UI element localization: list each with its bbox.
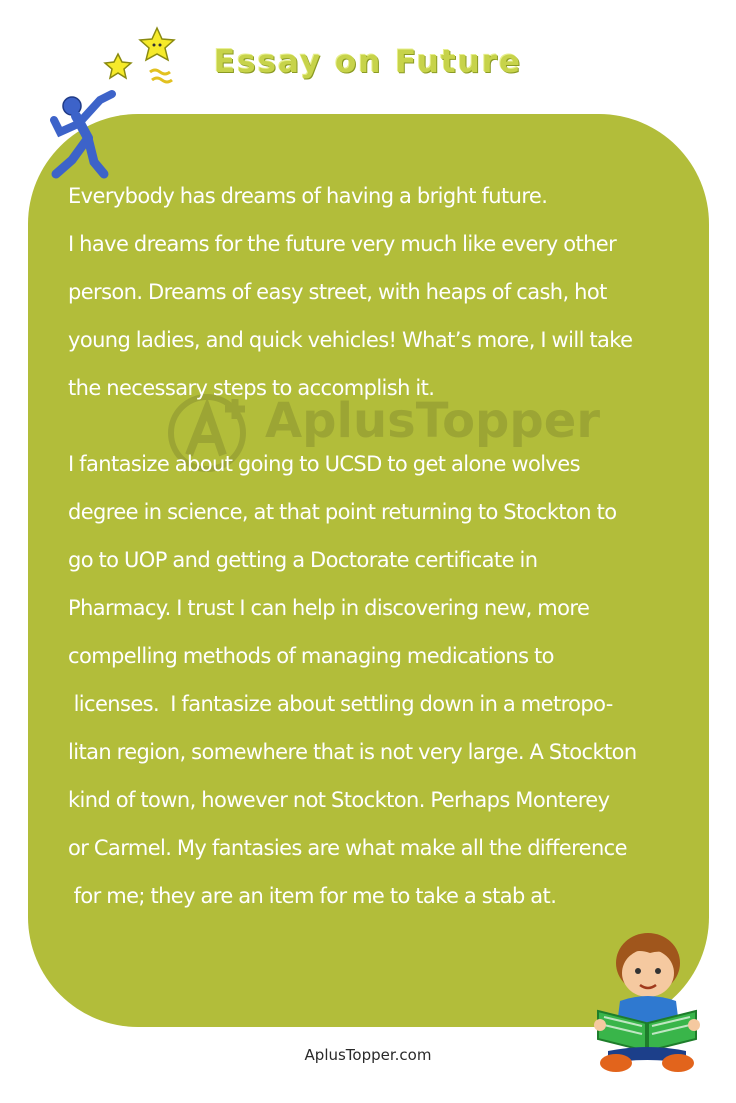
paragraph-gap [68,412,708,440]
essay-line: I fantasize about going to UCSD to get alone wolves [68,452,580,476]
essay-line: the necessary steps to accomplish it. [68,376,435,400]
essay-line: litan region, somewhere that is not very large. A Stockton [68,740,637,764]
essay-line: I have dreams for the future very much like every other [68,232,617,256]
essay-line: person. Dreams of easy street, with heaps of cash, hot [68,280,607,304]
footer-site: AplusTopper.com [304,1046,432,1064]
page-title: Essay on Future [213,44,523,80]
essay-line: licenses. I fantasize about settling down in a metropo- [68,692,613,716]
essay-line: for me; they are an item for me to take a stab at. [68,884,557,908]
essay-body [68,172,708,920]
essay-line: kind of town, however not Stockton. Perhaps Monterey [68,788,610,812]
essay-line: compelling methods of managing medications to [68,644,554,668]
essay-line: go to UOP and getting a Doctorate certificate in [68,548,538,572]
essay-line: young ladies, and quick vehicles! What’s more, I will take [68,328,633,352]
essay-line: degree in science, at that point returning to Stockton to [68,500,617,524]
essay-line: Pharmacy. I trust I can help in discovering new, more [68,596,590,620]
essay-line: or Carmel. My fantasies are what make all the difference [68,836,627,860]
watermark-text: AplusTopper [265,393,600,449]
essay-line: Everybody has dreams of having a bright future. [68,184,548,208]
